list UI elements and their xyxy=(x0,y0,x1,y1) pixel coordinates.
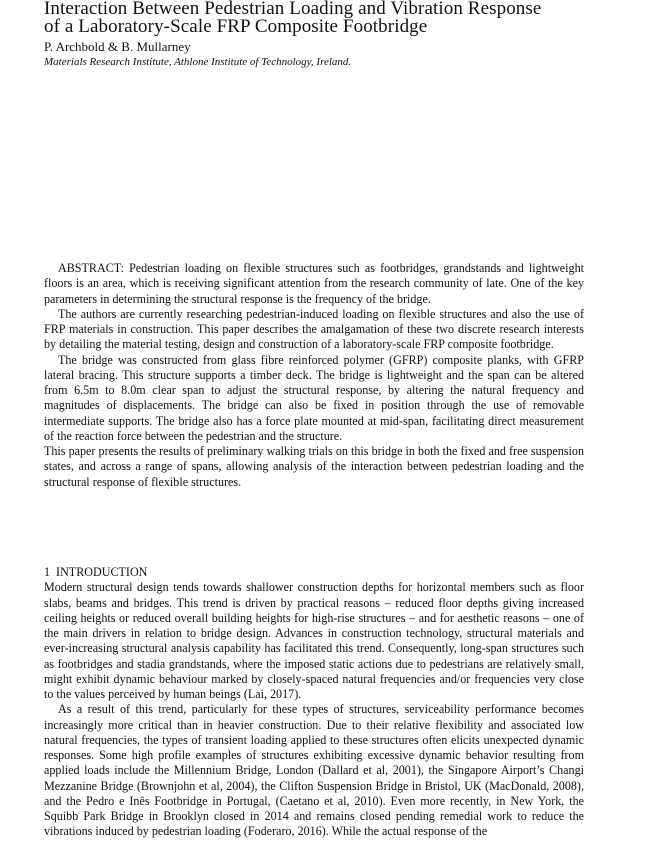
abstract-section xyxy=(44,261,584,490)
introduction-paragraph-1: Modern structural design tends towards shallower construction depths for horizontal members such as floor slabs, beams and bridges. This trend is driven by practical reasons – reduced floor depths giving increased ceiling heights or reduced overall building heights for high-rise structures – and for aesthetic reasons – one of the main drivers in relation to bridge design. Advances in construction technology, structural materials and ever-increasing structural analysis capability has facilitated this trend. Consequently, long-span structures such as footbridges and stadia grandstands, where the imposed static actions due to pedestrians are relatively small, might exhibit dynamic behaviour marked by closely-spaced natural frequencies and/or frequencies very close to the values perceived by human beings (Lai, 2017). xyxy=(44,580,584,701)
paper-title-line-1: Interaction Between Pedestrian Loading and Vibration Response xyxy=(44,0,542,19)
abstract-paragraph-1: ABSTRACT: Pedestrian loading on flexible structures such as footbridges, grandstands and lightweight floors is an area, which is receiving significant attention from the research community of late. One of the key parameters in determining the structural response is the frequency of the bridge. xyxy=(44,261,584,306)
abstract-paragraph-2: The authors are currently researching pedestrian-induced loading on flexible structures and also the use of FRP materials in construction. This paper describes the amalgamation of these two discrete research interests by detailing the material testing, design and construction of a laboratory-scale FRP composite footbridge. xyxy=(44,306,584,352)
section-number: 1 xyxy=(44,565,51,579)
section-heading xyxy=(44,565,584,580)
introduction-paragraph-2: As a result of this trend, particularly for these types of structures, serviceability performance becomes increasingly more critical than in heavier construction. Due to their relative flexibility and associated low natural frequencies, the types of transient loading applied to these structures often elicits unexpected dynamic responses. Some high profile examples of structures exhibiting excessive dynamic behavior resulting from applied loads include the Millennium Bridge, London (Dallard et al, 2001), the Singapore Airport’s Changi Mezzanine Bridge (Brownjohn et al, 2004), the Clifton Suspension Bridge in Bristol, UK (MacDonald, 2008), and the Pedro e Inês Footbridge in Portugal, (Caetano et al, 2010). Even more recently, in New York, the Squibb Park Bridge in Brooklyn closed in 2014 and remains closed pending remedial work to reduce the vibrations induced by pedestrian loading (Foderaro, 2016). While the actual response of the xyxy=(44,702,584,839)
abstract-paragraph-4: This paper presents the results of preliminary walking trials on this bridge in both the fixed and free suspension states, and across a range of spans, allowing analysis of the interaction between pedestrian loading and the structural response of flexible structures. xyxy=(44,444,584,489)
introduction-section xyxy=(44,565,584,840)
paper-affiliation: Materials Research Institute, Athlone Institute of Technology, Ireland. xyxy=(44,56,352,68)
abstract-paragraph-3: The bridge was constructed from glass fibre reinforced polymer (GFRP) composite planks, with GFRP lateral bracing. This structure supports a timber deck. The bridge is lightweight and the span can be altered from 6.5m to 8.0m clear span to adjust the structural response, by altering the natural frequency and magnitudes of displacements. The bridge can also be fixed in position through the use of removable intermediate supports. The bridge also has a force plate mounted at mid-span, facilitating direct measurement of the reaction force between the pedestrian and the structure. xyxy=(44,352,584,443)
paper-title xyxy=(44,0,584,36)
section-title: INTRODUCTION xyxy=(56,565,148,579)
paper-page xyxy=(44,0,584,839)
paper-authors: P. Archbold & B. Mullarney xyxy=(44,39,191,54)
paper-title-line-2: of a Laboratory-Scale FRP Composite Footbridge xyxy=(44,16,428,37)
